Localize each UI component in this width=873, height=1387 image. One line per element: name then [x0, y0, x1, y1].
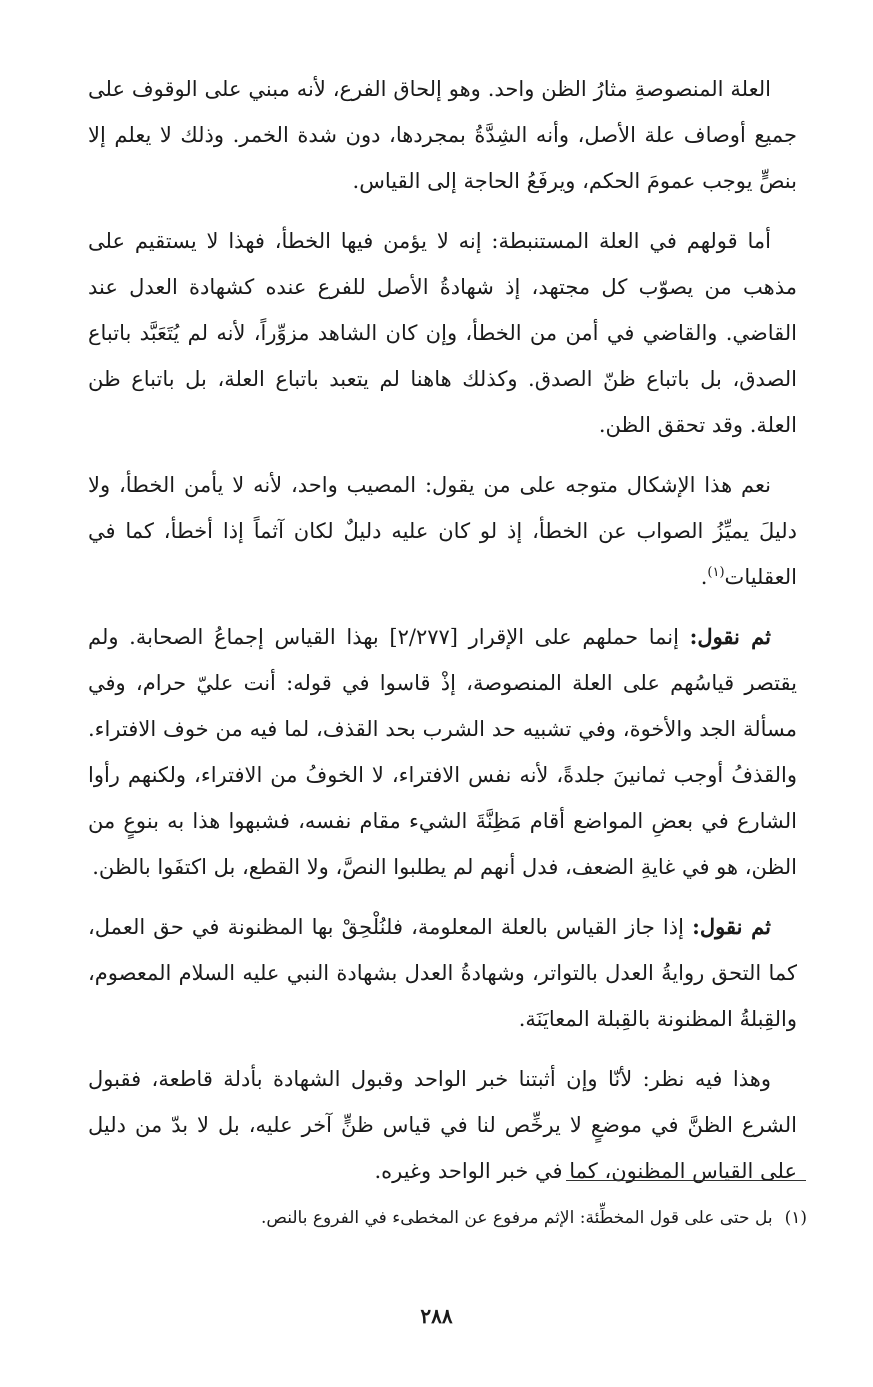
footnote-reference[interactable]: (١)	[707, 565, 725, 580]
paragraph-text: إذا جاز القياس بالعلة المعلومة، فلنُلْحِقْ بها المظنونة في حق العمل، كما التحق روايةُ العدل بالتواتر، وشهادةُ العدل بشهادة النبي عليه السلام المعصوم، والقِبلةُ المظنونة بالقِبلة المعايَنَة.	[88, 915, 797, 1031]
footnote-number: (١)	[784, 1208, 807, 1228]
paragraph-5	[88, 904, 797, 1042]
paragraph-6	[88, 1056, 797, 1194]
footnote-separator	[566, 1180, 806, 1181]
paragraph-text: وهذا فيه نظر: لأنّا وإن أثبتنا خبر الواحد وقبول الشهادة بأدلة قاطعة، فقبول الشرع الظنَّ في موضعٍ لا يرخِّص لنا في قياس ظنٍّ آخر عليه، بل لا بدّ من دليل على القياس المظنون، كما في خبر الواحد وغيره.	[88, 1067, 797, 1183]
paragraph-text: إنما حملهم على الإقرار [٢/٢٧٧] بهذا القياس إجماعُ الصحابة. ولم يقتصر قياسُهم على العلة المنصوصة، إذْ قاسوا في قوله: أنت عليّ حرام، وفي مسألة الجد والأخوة، وفي تشبيه حد الشرب بحد القذف، لما فيه من خوف الافتراء. والقذفُ أوجب ثمانينَ جلدةً، لأنه نفس الافتراء، لا الخوفُ من الافتراء، ولكنهم رأوا الشارع في بعضِ المواضع أقام مَظِنَّةَ الشيء مقام نفسه، فشبهوا هذا به بنوعٍ من الظن، هو في غايةِ الضعف، فدل أنهم لم يطلبوا النصَّ، ولا القطع، بل اكتفَوا بالظن.	[88, 625, 797, 879]
footnote	[88, 1200, 807, 1236]
paragraph-text: أما قولهم في العلة المستنبطة: إنه لا يؤمن فيها الخطأ، فهذا لا يستقيم على مذهب من يصوّب كل مجتهد، إذ شهادةُ الأصل للفرع عنده كشهادة العدل عند القاضي. والقاضي في أمن من الخطأ، وإن كان الشاهد مزوِّراً، لأنه لم يُتَعَبَّد باتباع الصدق، بل باتباع ظنّ الصدق. وكذلك هاهنا لم يتعبد باتباع العلة، بل باتباع ظن العلة. وقد تحقق الظن.	[88, 229, 797, 437]
paragraph-text: العلة المنصوصةِ مثارُ الظن واحد. وهو إلحاق الفرع، لأنه مبني على الوقوف على جميع أوصاف علة الأصل، وأنه الشِدَّةُ بمجردها، دون شدة الخمر. وذلك لا يعلم إلا بنصٍّ يوجب عمومَ الحكم، ويرفَعُ الحاجة إلى القياس.	[88, 77, 797, 193]
paragraph-3	[88, 462, 797, 600]
page-number: ٢٨٨	[420, 1304, 453, 1328]
paragraph-lead: ثم نقول:	[692, 914, 771, 939]
paragraph-4	[88, 614, 797, 890]
paragraph-tail: .	[700, 565, 708, 589]
paragraph-1	[88, 66, 797, 204]
footnote-text: بل حتى على قول المخطِّئة: الإثم مرفوع عن المخطىء في الفروع بالنص.	[261, 1208, 773, 1228]
paragraph-lead: ثم نقول:	[689, 624, 771, 649]
paragraph-text: نعم هذا الإشكال متوجه على من يقول: المصيب واحد، لأنه لا يأمن الخطأ، ولا دليلَ يميِّزُ الصواب عن الخطأ، إذ لو كان عليه دليلٌ لكان آثماً إذا أخطأ، كما في العقليات	[88, 473, 797, 589]
paragraph-2	[88, 218, 797, 448]
body-text	[88, 66, 797, 1208]
